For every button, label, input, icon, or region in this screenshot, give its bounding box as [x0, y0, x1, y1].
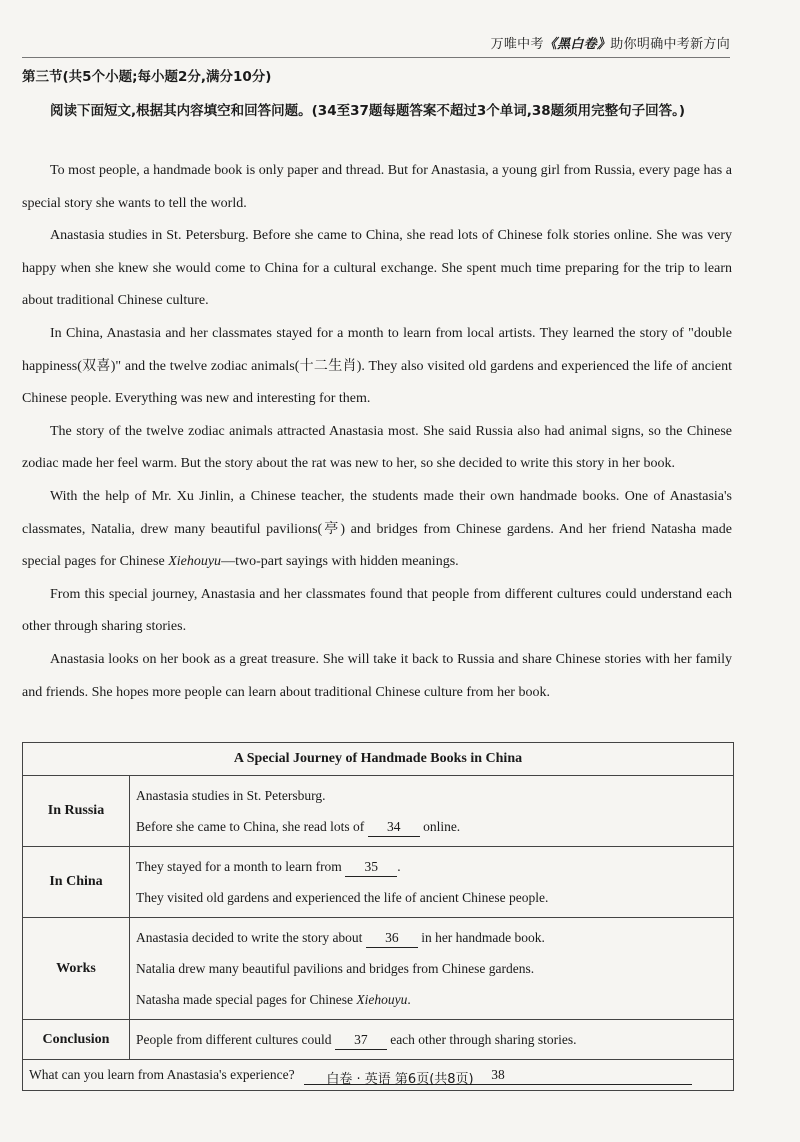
works-line-3-text-a: Natasha made special pages for Chinese [136, 992, 357, 1007]
passage-paragraph-7: Anastasia looks on her book as a great treasure. She will take it back to Russia and share Chinese stories with her family and friends. She hopes more people can learn about traditional Chinese culture from her book. [22, 651, 732, 700]
page-footer: 白卷 · 英语 第6页(共8页) [326, 1072, 474, 1087]
passage-paragraph-5-part-b: —two-part sayings with hidden meanings. [221, 554, 459, 570]
row-head-works: Works [23, 918, 130, 1020]
works-xiehouyu-term: Xiehouyu [356, 992, 408, 1007]
conclusion-text-b: each other through sharing stories. [390, 1032, 577, 1047]
passage-paragraph-4: The story of the twelve zodiac animals attracted Anastasia most. She said Russia also had animal signs, so the Chinese zodiac made her feel warm. But the story about the rat was new to her, so she decided to write this story in her book. [22, 423, 732, 472]
works-line-1 [136, 922, 727, 953]
china-line-1 [136, 851, 727, 882]
table-row-conclusion [23, 1020, 734, 1060]
passage-paragraph-1: To most people, a handmade book is only paper and thread. But for Anastasia, a young girl from Russia, every page has a special story she wants to tell the world. [22, 163, 732, 211]
passage-paragraph-2: Anastasia studies in St. Petersburg. Before she came to China, she read lots of Chinese folk stories online. She was very happy when she knew she would come to China for a cultural exchange. She spent much time preparing for the trip to learn about traditional Chinese culture. [22, 228, 732, 309]
works-line-3 [136, 984, 727, 1015]
works-line-3-text-b: . [407, 992, 411, 1007]
table-title: A Special Journey of Handmade Books in China [23, 743, 734, 776]
works-line-2: Natalia drew many beautiful pavilions and bridges from Chinese gardens. [136, 961, 535, 976]
header-divider [22, 57, 730, 58]
header-pre: 万唯中考 [490, 37, 544, 52]
row-head-china: In China [23, 847, 130, 918]
header-brand: 《黑白卷》 [543, 37, 611, 52]
conclusion-line-1 [136, 1024, 727, 1055]
passage-paragraph-3: In China, Anastasia and her classmates stayed for a month to learn from local artists. They learned the story of "double happiness(双喜)" and the twelve zodiac animals(十二生肖). They also visited old gardens and experienced the life of ancient Chinese people. Everything was new and interesting for them. [22, 325, 732, 407]
passage-paragraph-5-part-a: With the help of Mr. Xu Jinlin, a Chinese teacher, the students made their own handmade books. One of Anastasia's classmates, Natalia, drew many beautiful pavilions(亭) and bridges from Chinese gardens. And her friend Natasha made special pages for Chinese [22, 488, 732, 570]
blank-36[interactable]: 36 [366, 929, 418, 948]
summary-table [22, 742, 734, 1091]
page-header [491, 33, 730, 52]
table-row-china [23, 847, 734, 918]
reading-passage [22, 155, 732, 709]
passage-xiehouyu-term: Xiehouyu [168, 554, 222, 570]
header-post: 助你明确中考新方向 [610, 37, 730, 52]
table-row-works [23, 918, 734, 1020]
passage-paragraph-5 [22, 481, 732, 579]
russia-line-2-text-b: online. [423, 819, 461, 834]
works-line-1-text-a: Anastasia decided to write the story about [136, 930, 363, 945]
final-question-text: What can you learn from Anastasia's experience? [29, 1066, 295, 1082]
blank-38[interactable]: 38 [304, 1066, 692, 1085]
row-content-works [130, 918, 734, 1020]
china-line-1-text-a: They stayed for a month to learn from [136, 859, 342, 874]
china-line-1-text-b: . [397, 859, 401, 874]
conclusion-text-a: People from different cultures could [136, 1032, 332, 1047]
passage-paragraph-6: From this special journey, Anastasia and her classmates found that people from different cultures could understand each other through sharing stories. [22, 586, 732, 635]
section-title: 第三节(共5个小题;每小题2分,满分10分) [22, 69, 272, 85]
blank-35[interactable]: 35 [345, 858, 397, 877]
instructions: 阅读下面短文,根据其内容填空和回答问题。(34至37题每题答案不超过3个单词,38题须用完整句子回答。) [50, 103, 686, 119]
row-head-russia: In Russia [23, 776, 130, 847]
works-line-1-text-b: in her handmade book. [421, 930, 545, 945]
table-row-russia [23, 776, 734, 847]
row-head-conclusion: Conclusion [23, 1020, 130, 1060]
blank-34[interactable]: 34 [368, 818, 420, 837]
china-line-2: They visited old gardens and experienced the life of ancient Chinese people. [136, 890, 549, 905]
row-content-conclusion [130, 1020, 734, 1060]
row-content-china [130, 847, 734, 918]
row-content-russia [130, 776, 734, 847]
russia-line-2 [136, 811, 727, 842]
russia-line-2-text-a: Before she came to China, she read lots of [136, 819, 365, 834]
russia-line-1: Anastasia studies in St. Petersburg. [136, 788, 326, 803]
blank-37[interactable]: 37 [335, 1031, 387, 1050]
